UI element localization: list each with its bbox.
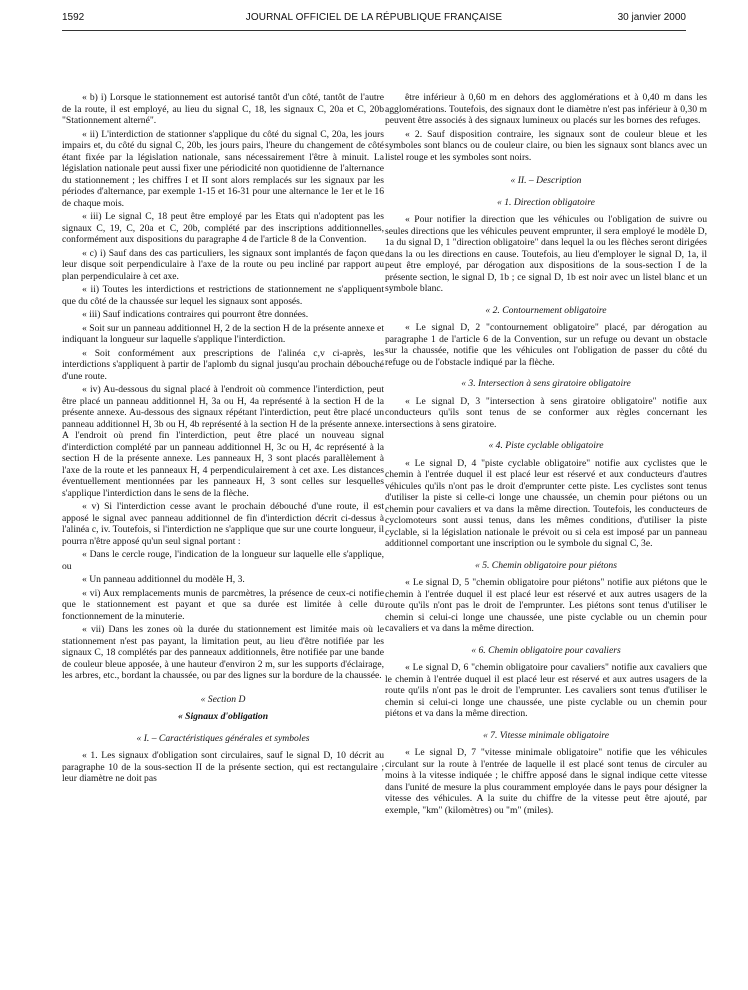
paragraph: « ii) L'interdiction de stationner s'applique du côté du signal C, 20a, les jours impairs et, du côté du signal C, 20b, les jours pairs, l'heure du changement de côté étant fixée par la législation nationale, sans nécessairement l'être à minuit. La législation nationale peut aussi fixer une périodicité non quotidienne de l'alternance du stationnement ; les chiffres I et II sont alors remplacés sur les signaux par les périodes d'alternance, par exemple 1-15 et 16-31 pour une alternance le 1er et le 16 de chaque mois. <box>62 128 384 209</box>
paragraph: « Le signal D, 4 "piste cyclable obligatoire" notifie aux cyclistes que le chemin à l'entrée duquel il est placé leur est réservé et aux conducteurs d'autres véhicules qu'ils n'ont pas le droit d'emprunter cette piste. Les cyclistes sont tenus d'utiliser la piste si celle-ci longe une chaussée, un chemin pour piétons ou un chemin pour cavaliers et va dans la même direction. Toutefois, les conducteurs de cyclomoteurs sont aussi tenus, dans les mêmes conditions, d'utiliser la piste cyclable, si la législation nationale le prévoit ou si cela est imposé par un panneau additionnel comportant une inscription ou le symbole du signal C, 3e. <box>385 457 707 549</box>
page-header <box>62 12 686 30</box>
publication-date: 30 janvier 2000 <box>617 12 686 23</box>
paragraph: « 2. Sauf disposition contraire, les signaux sont de couleur bleue et les symboles sont blancs ou de couleur claire, ou bien les signaux sont blancs avec un listel rouge et les symboles sont noirs. <box>385 128 707 163</box>
paragraph: « Pour notifier la direction que les véhicules ou l'obligation de suivre ou seules directions que les véhicules peuvent emprunter, il sera employé le modèle D, 1a du signal D, 1 "direction obligatoire" dans lequel la ou les flèches seront dirigées dans la ou les directions en cause. Toutefois, au lieu d'employer le signal D, 1a, il peut être employé, par dérogation aux dispositions de la sous-section I de la présente section, le signal D, 1b ; ce signal D, 1b est noir avec un listel blanc et un symbole blanc. <box>385 214 707 294</box>
journal-title: JOURNAL OFFICIEL DE LA RÉPUBLIQUE FRANÇAISE <box>245 12 503 23</box>
paragraph: « Soit sur un panneau additionnel H, 2 de la section H de la présente annexe et indiquant la longueur sur laquelle s'applique l'interdiction. <box>62 322 384 345</box>
section-heading: « Section D <box>200 693 246 705</box>
paragraph: « v) Si l'interdiction cesse avant le prochain débouché d'une route, il est apposé le signal avec panneau additionnel de fin d'interdiction décrit ci-dessus à l'alinéa c, iv. Toutefois, si l'interdiction ne s'applique que sur une courte longueur, il pourra n'être apposé qu'un seul signal portant : <box>62 501 384 547</box>
paragraph: « Un panneau additionnel du modèle H, 3. <box>82 574 245 585</box>
section-heading: « 1. Direction obligatoire <box>497 196 595 208</box>
section-heading: « 3. Intersection à sens giratoire obligatoire <box>461 378 631 389</box>
section-heading: « 6. Chemin obligatoire pour cavaliers <box>471 644 621 656</box>
paragraph: « c) i) Sauf dans des cas particuliers, les signaux sont implantés de façon que leur disque soit perpendiculaire à l'axe de la route ou peu incliné par rapport au plan perpendiculaire à cet axe. <box>62 247 384 282</box>
paragraph: « iv) Au-dessous du signal placé à l'endroit où commence l'interdiction, peut être placé un panneau additionnel H, 3a ou H, 4a représenté à la section H de la présente annexe. Au-dessous des signaux répétant l'interdiction, peut être placé un panneau additionnel H, 3b ou H, 4b représenté à la section H de la présente annexe. A l'endroit où prend fin l'interdiction, peut être placé un nouveau signal d'interdiction complété par un panneau additionnel H, 3c ou H, 4c représenté à la section H de la présente annexe. Les panneaux H, 3 sont placés parallèlement à l'axe de la route et les panneaux H, 4 perpendiculairement à cet axe. Les distances éventuellement mentionnées par les panneaux H, 3 sont celles sur lesquelles s'applique l'interdiction dans le sens de la flèche. <box>62 384 384 499</box>
section-heading: « 5. Chemin obligatoire pour piétons <box>475 559 617 571</box>
left-column <box>62 92 384 787</box>
paragraph: « Le signal D, 3 "intersection à sens giratoire obligatoire" notifie aux conducteurs qu'ils sont tenus de se conformer aux règles concernant les intersections à sens giratoire. <box>385 395 707 430</box>
paragraph: « b) i) Lorsque le stationnement est autorisé tantôt d'un côté, tantôt de l'autre de la route, il est employé, au lieu du signal C, 18, les signaux C, 20a et C, 20b "Stationnement alterné". <box>62 92 384 126</box>
paragraph: « vii) Dans les zones où la durée du stationnement est limitée mais où le stationnement n'est pas payant, la limitation peut, au lieu d'être notifiée par les signaux C, 18 complétés par des panneaux additionnels, être notifiée par une bande de couleur bleue apposée, à une hauteur d'environ 2 m, sur les supports d'éclairage, les arbres, etc., bordant la chaussée, ou par des lignes sur la bordure de la chaussée. <box>62 624 384 681</box>
paragraph: « iii) Le signal C, 18 peut être employé par les Etats qui n'adoptent pas les signaux C, 19, C, 20a et C, 20b, complété par des inscriptions additionnelles, conformément aux dispositions du paragraphe 4 de l'article 8 de la Convention. <box>62 211 384 245</box>
paragraph: être inférieur à 0,60 m en dehors des agglomérations et à 0,40 m dans les agglomérations. Toutefois, des signaux dont le diamètre n'est pas inférieur à 0,30 m peuvent être associés à des signaux lumineux ou placés sur les bornes des refuges. <box>385 92 707 126</box>
paragraph: « 1. Les signaux d'obligation sont circulaires, sauf le signal D, 10 décrit au paragraphe 10 de la sous-section II de la présente section, qui est rectangulaire ; leur diamètre ne doit pas <box>62 750 384 784</box>
section-heading: « 2. Contournement obligatoire <box>485 304 607 316</box>
paragraph: « Le signal D, 2 "contournement obligatoire" placé, par dérogation au paragraphe 1 de l'article 6 de la Convention, sur un refuge ou devant un obstacle sur la chaussée, notifie que les véhicules ont l'obligation de passer du côté du refuge ou de l'obstacle indiqué par la flèche. <box>385 322 707 368</box>
paragraph: « Dans le cercle rouge, l'indication de la longueur sur laquelle elle s'applique, ou <box>62 549 384 572</box>
section-heading: « Signaux d'obligation <box>177 711 269 722</box>
page-number: 1592 <box>62 12 85 23</box>
section-heading: « II. – Description <box>510 175 582 186</box>
section-heading: « 4. Piste cyclable obligatoire <box>488 440 604 451</box>
paragraph: « Le signal D, 7 "vitesse minimale obligatoire" notifie que les véhicules circulant sur la route à l'entrée de laquelle il est placé sont tenus de circuler au moins à la vitesse indiquée ; le chiffre apposé dans le signal indique cette vitesse dans l'unité de mesure la plus couramment employée dans le pays pour désigner la vitesse des véhicules. A la suite du chiffre de la vitesse peut être ajouté, par exemple, "km" (kilomètres) ou "m" (miles). <box>385 747 707 816</box>
paragraph: « Le signal D, 6 "chemin obligatoire pour cavaliers" notifie aux cavaliers que le chemin à l'entrée duquel il est placé leur est réservé et aux autres usagers de la route qu'ils n'ont pas le droit de l'emprunter. Les cavaliers sont tenus d'utiliser le chemin si celui-ci longe une chaussée, une piste cyclable ou un chemin pour piétons et va dans la même direction. <box>385 662 707 719</box>
paragraph: « iii) Sauf indications contraires qui pourront être données. <box>82 309 309 320</box>
section-heading: « 7. Vitesse minimale obligatoire <box>482 729 610 741</box>
right-column <box>385 92 707 818</box>
paragraph: « ii) Toutes les interdictions et restrictions de stationnement ne s'appliquent que du côté de la chaussée sur lequel les signaux sont apposés. <box>62 284 384 307</box>
paragraph: « Soit conformément aux prescriptions de l'alinéa c,v ci-après, les interdictions s'appliquent à partir de l'aplomb du signal jusqu'au prochain débouché d'une route. <box>62 347 384 382</box>
paragraph: « vi) Aux remplacements munis de parcmètres, la présence de ceux-ci notifie que le stationnement est payant et que sa durée est limitée à celle du fonctionnement de la minuterie. <box>62 587 384 622</box>
section-heading: « I. – Caractéristiques générales et symboles <box>136 732 310 744</box>
header-rule <box>62 30 686 31</box>
paragraph: « Le signal D, 5 "chemin obligatoire pour piétons" notifie aux piétons que le chemin à l'entrée duquel il est placé leur est réservé et aux autres usagers de la route qu'ils n'ont pas le droit de l'emprunter. Les piétons sont tenus d'utiliser le chemin si celui-ci longe une chaussée, une piste cyclable ou un chemin pour cavaliers et va dans la même direction. <box>385 577 707 634</box>
